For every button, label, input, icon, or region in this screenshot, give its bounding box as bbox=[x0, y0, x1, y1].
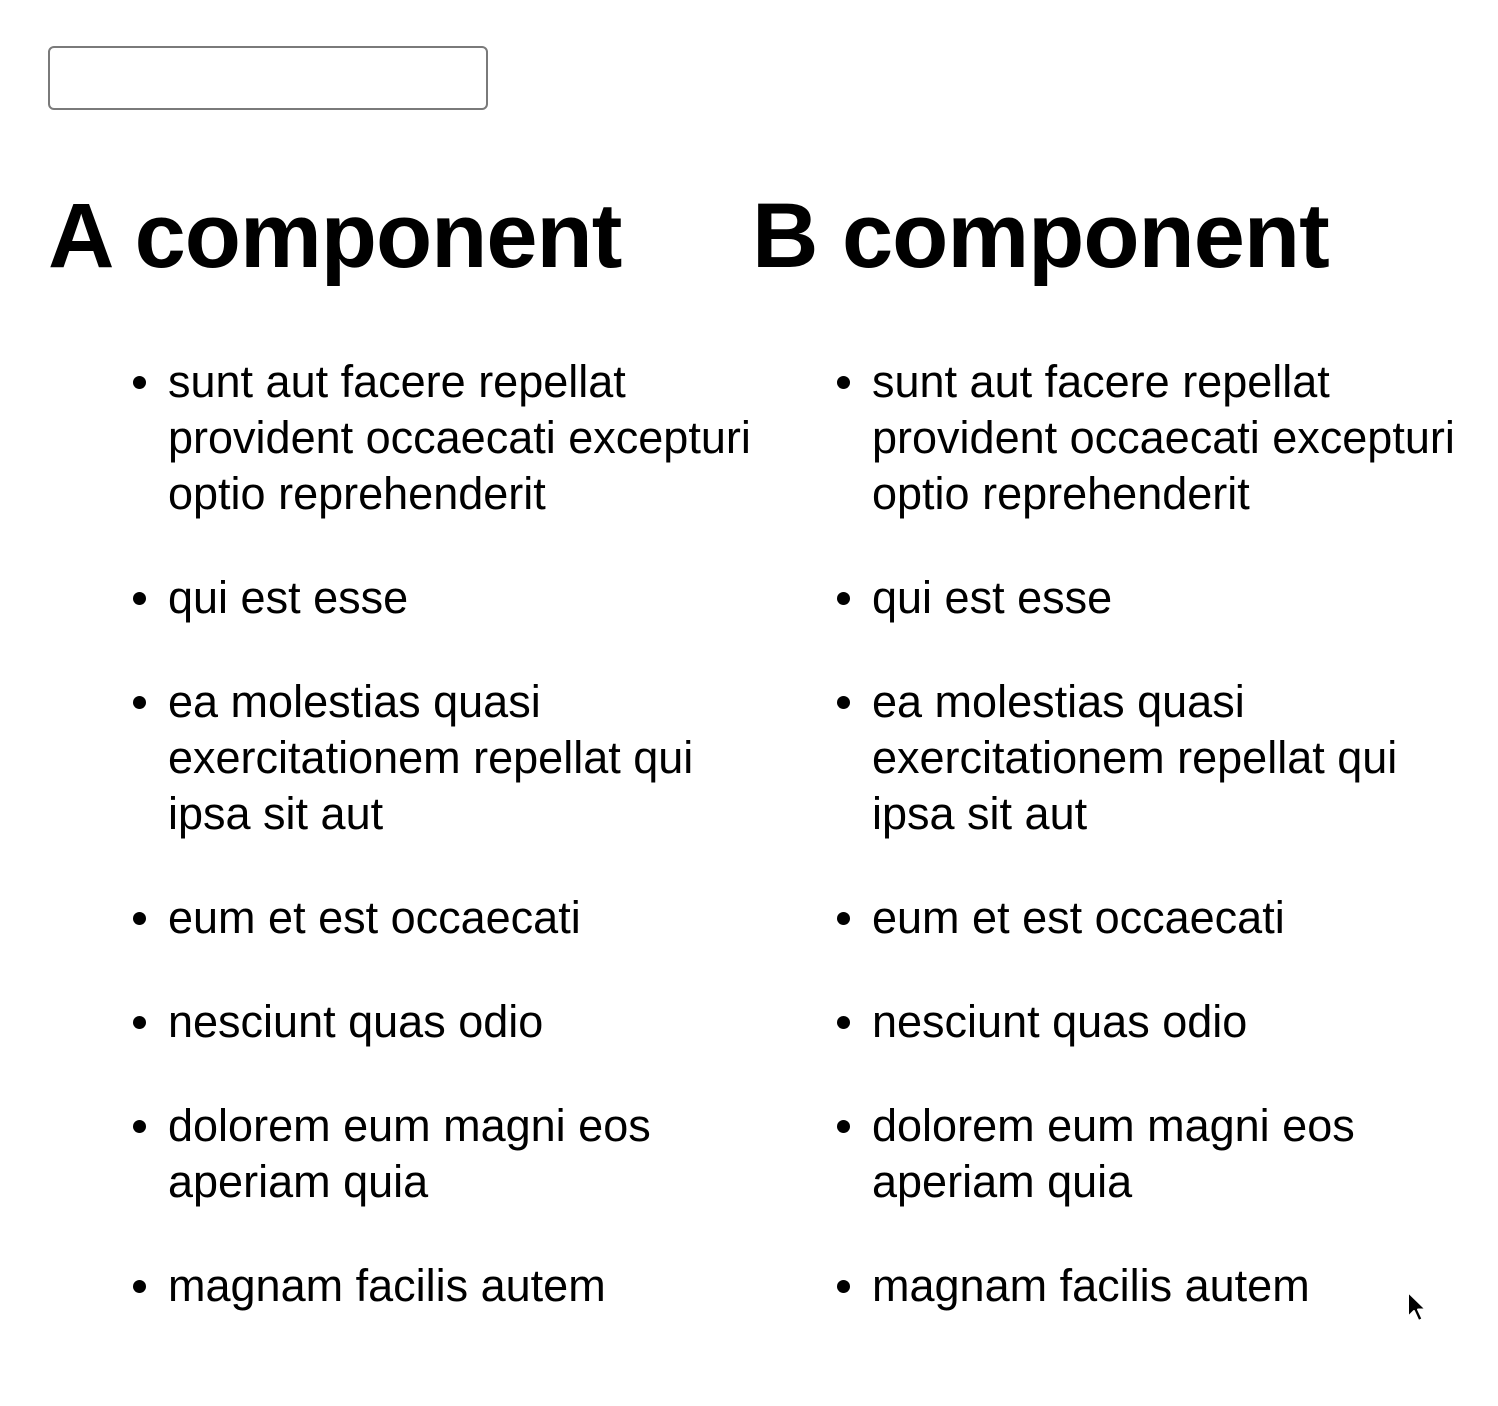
bullet-icon bbox=[837, 696, 850, 709]
list-item bbox=[168, 1258, 758, 1314]
list-item bbox=[872, 1098, 1462, 1210]
bullet-icon bbox=[837, 912, 850, 925]
list-item bbox=[872, 890, 1462, 946]
list-item bbox=[872, 354, 1462, 522]
bullet-icon bbox=[837, 1120, 850, 1133]
list-item bbox=[872, 570, 1462, 626]
bullet-icon bbox=[133, 592, 146, 605]
list-item bbox=[872, 1258, 1462, 1314]
bullet-icon bbox=[837, 376, 850, 389]
post-title: qui est esse bbox=[872, 572, 1113, 623]
post-title: qui est esse bbox=[168, 572, 409, 623]
bullet-icon bbox=[837, 592, 850, 605]
list-item bbox=[168, 994, 758, 1050]
a-post-list bbox=[168, 354, 758, 1362]
a-component-title: A component bbox=[48, 185, 622, 287]
post-title: ea molestias quasi exercitationem repellat qui ipsa sit aut bbox=[872, 676, 1398, 839]
bullet-icon bbox=[133, 1280, 146, 1293]
bullet-icon bbox=[837, 1016, 850, 1029]
post-title: eum et est occaecati bbox=[872, 892, 1285, 943]
post-title: magnam facilis autem bbox=[168, 1260, 606, 1311]
mouse-pointer-icon bbox=[1406, 1290, 1430, 1326]
b-post-list bbox=[872, 354, 1462, 1362]
bullet-icon bbox=[133, 1120, 146, 1133]
list-item bbox=[168, 354, 758, 522]
bullet-icon bbox=[133, 376, 146, 389]
post-title: ea molestias quasi exercitationem repellat qui ipsa sit aut bbox=[168, 676, 694, 839]
post-title: dolorem eum magni eos aperiam quia bbox=[872, 1100, 1355, 1207]
list-item bbox=[168, 570, 758, 626]
search-input[interactable] bbox=[48, 46, 488, 110]
bullet-icon bbox=[133, 696, 146, 709]
post-title: magnam facilis autem bbox=[872, 1260, 1310, 1311]
post-title: dolorem eum magni eos aperiam quia bbox=[168, 1100, 651, 1207]
post-title: nesciunt quas odio bbox=[872, 996, 1248, 1047]
a-component bbox=[48, 180, 751, 1311]
bullet-icon bbox=[133, 912, 146, 925]
b-component bbox=[752, 180, 1455, 1311]
post-title: sunt aut facere repellat provident occaecati excepturi optio reprehenderit bbox=[872, 356, 1455, 519]
list-item bbox=[168, 890, 758, 946]
post-title: eum et est occaecati bbox=[168, 892, 581, 943]
list-item bbox=[168, 1098, 758, 1210]
post-title: sunt aut facere repellat provident occaecati excepturi optio reprehenderit bbox=[168, 356, 751, 519]
list-item bbox=[872, 674, 1462, 842]
list-item bbox=[168, 674, 758, 842]
b-component-title: B component bbox=[752, 185, 1329, 287]
post-title: nesciunt quas odio bbox=[168, 996, 544, 1047]
bullet-icon bbox=[133, 1016, 146, 1029]
bullet-icon bbox=[837, 1280, 850, 1293]
list-item bbox=[872, 994, 1462, 1050]
